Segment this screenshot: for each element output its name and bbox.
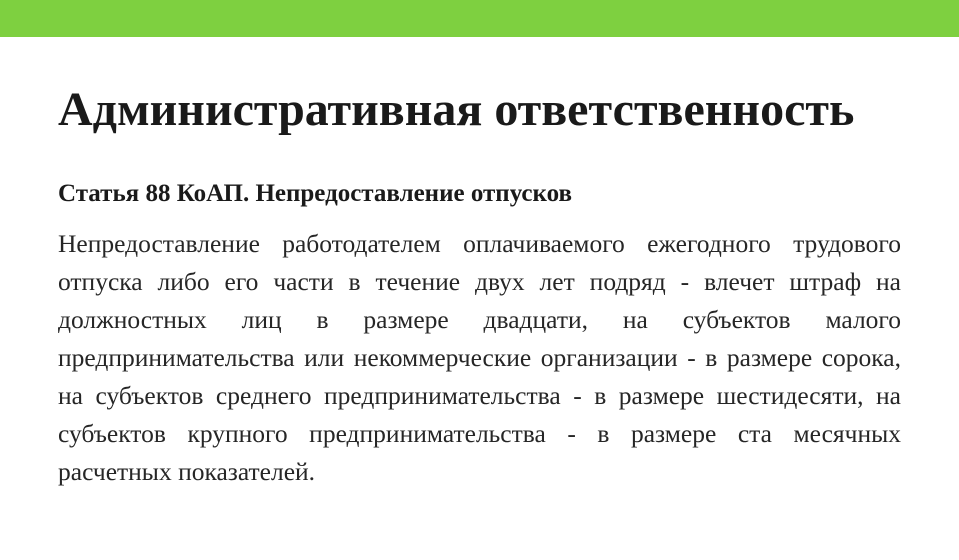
article-heading: Статья 88 КоАП. Непредоставление отпусков xyxy=(58,180,572,207)
slide-title: Административная ответственность xyxy=(58,83,855,136)
top-accent-bar xyxy=(0,0,959,37)
article-body-text: Непредоставление работодателем оплачиваемого ежегодного трудового отпуска либо его части в течение двух лет подряд - влечет штраф на должностных лиц в размере двадцати, на субъектов малого предпринимательства или некоммерческие организации - в размере сорока, на субъектов среднего предпринимательства - в размере шестидесяти, на субъектов крупного предпринимательства - в размере ста месячных расчетных показателей. xyxy=(58,229,901,486)
